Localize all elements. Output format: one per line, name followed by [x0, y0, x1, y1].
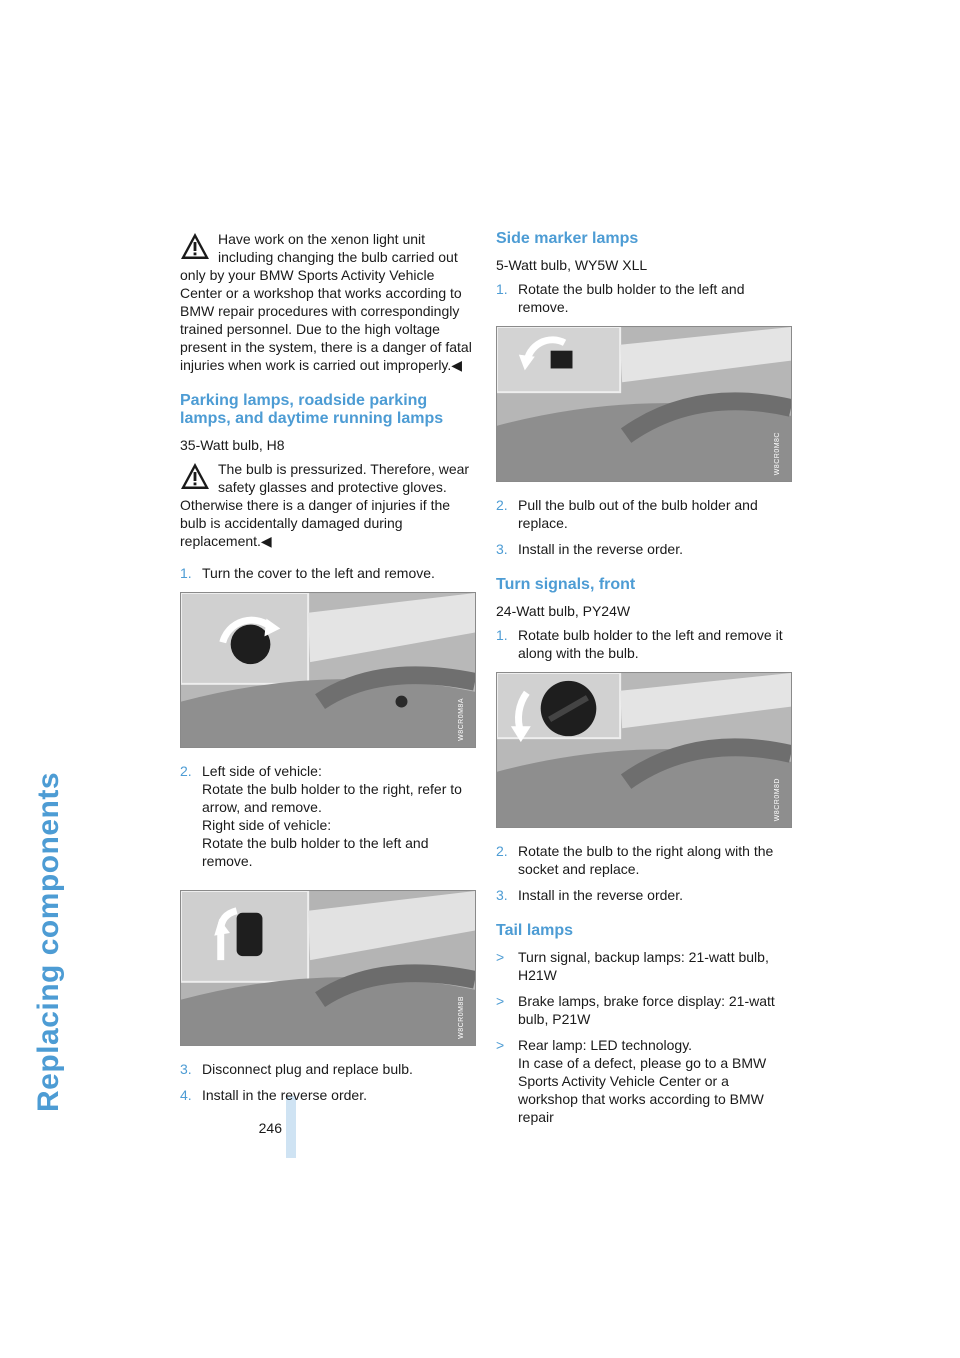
step-item: [180, 564, 476, 582]
heading-tail-lamps: Tail lamps: [496, 922, 574, 939]
bulb-spec-parking: 35-Watt bulb, H8: [180, 437, 285, 453]
step-item: [180, 1086, 476, 1104]
step-number: 1.: [496, 281, 508, 297]
step-text: Rotate bulb holder to the left and remove it along with the bulb.: [518, 627, 783, 661]
step-item: [496, 626, 792, 662]
step-item: [496, 886, 792, 904]
step-number: 2.: [180, 763, 192, 779]
pressurized-warning-text: The bulb is pressurized. Therefore, wear safety glasses and protective gloves. Otherwise there is a danger of injuries if the bulb is accidentally damaged during replacement.◀: [180, 461, 470, 549]
step-number: 1.: [496, 627, 508, 643]
step-number: 2.: [496, 843, 508, 859]
right-column: [496, 230, 792, 1134]
xenon-warning: [180, 230, 476, 374]
step-item: [180, 1060, 476, 1078]
photo-bulb-holder: [180, 890, 476, 1046]
step-text: Turn the cover to the left and remove.: [202, 565, 435, 581]
bulb-spec-side: 5-Watt bulb, WY5W XLL: [496, 257, 648, 273]
step-item: [180, 762, 476, 870]
bullet-marker: >: [496, 949, 505, 965]
heading-side-marker-lamps: Side marker lamps: [496, 230, 639, 247]
step-number: 3.: [180, 1061, 192, 1077]
list-item: [496, 1036, 792, 1126]
warning-icon: [180, 462, 210, 490]
photo-code: W8CR0M8C: [774, 431, 781, 475]
left-column: [180, 230, 476, 1112]
step-text: Pull the bulb out of the bulb holder and replace.: [518, 497, 758, 531]
step-item: [496, 496, 792, 532]
list-item: [496, 948, 792, 984]
step-number: 4.: [180, 1087, 192, 1103]
photo-side-marker: [496, 326, 792, 482]
step-text: Rotate the bulb holder to the left and remove.: [518, 281, 745, 315]
photo-code: W8CR0M8B: [458, 996, 465, 1039]
pressurized-warning: [180, 460, 476, 550]
step-number: 3.: [496, 541, 508, 557]
bulb-spec-turn: 24-Watt bulb, PY24W: [496, 603, 631, 619]
step-text: Disconnect plug and replace bulb.: [202, 1061, 413, 1077]
list-item-text: Turn signal, backup lamps: 21-watt bulb, H21W: [518, 949, 769, 983]
step-text: Install in the reverse order.: [518, 887, 683, 903]
step-text: Left side of vehicle: Rotate the bulb holder to the right, refer to arrow, and remove. Right side of vehicle: Rotate the bulb holder to the left and remove.: [202, 763, 462, 869]
heading-turn-signals-front: Turn signals, front: [496, 576, 636, 593]
bullet-marker: >: [496, 993, 505, 1009]
step-item: [496, 280, 792, 316]
step-number: 2.: [496, 497, 508, 513]
bullet-marker: >: [496, 1037, 505, 1053]
step-number: 3.: [496, 887, 508, 903]
step-text: Rotate the bulb to the right along with the socket and replace.: [518, 843, 774, 877]
photo-code: W8CR0M8D: [774, 777, 781, 821]
photo-code: W8CR0M8A: [458, 698, 465, 741]
step-item: [496, 842, 792, 878]
step-text: Install in the reverse order.: [518, 541, 683, 557]
step-text: Install in the reverse order.: [202, 1087, 367, 1103]
warning-icon: [180, 232, 210, 260]
section-title: Replacing components: [32, 771, 65, 1112]
step-number: 1.: [180, 565, 192, 581]
list-item: [496, 992, 792, 1028]
xenon-warning-text: Have work on the xenon light unit including changing the bulb carried out only by your BMW Sports Activity Vehicle Center or a workshop that works according to BMW repair procedures with correspondingly trained personnel. Due to the high voltage present in the system, there is a danger of fatal injuries when work is carried out improperly.◀: [180, 231, 472, 373]
heading-parking-lamps: Parking lamps, roadside parking lamps, and daytime running lamps: [180, 392, 444, 427]
list-item-text: Brake lamps, brake force display: 21-watt bulb, P21W: [518, 993, 775, 1027]
page-number: 246: [258, 1120, 282, 1136]
photo-turn-signal: [496, 672, 792, 828]
photo-cover-removal: [180, 592, 476, 748]
step-item: [496, 540, 792, 558]
list-item-text: Rear lamp: LED technology. In case of a defect, please go to a BMW Sports Activity Vehicle Center or a workshop that works according to BMW repair: [518, 1037, 767, 1125]
